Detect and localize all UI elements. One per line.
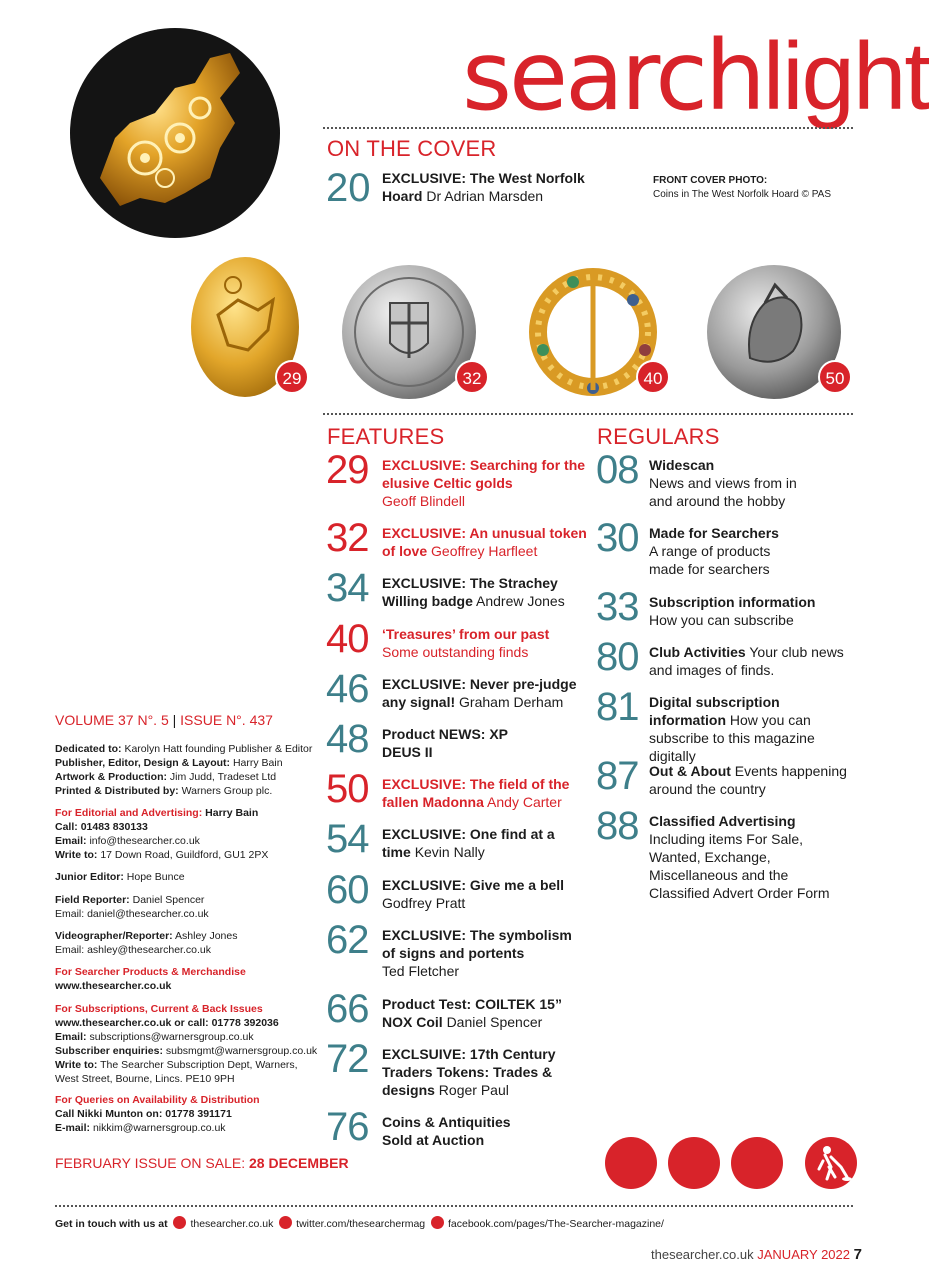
feature-author: Godfrey Pratt [382,895,466,911]
folio [651,1246,862,1264]
regular-description: Including items For Sale, Wanted, Exchange, Miscellaneous and the Classified Advert Order Form [649,831,830,901]
subs-write-label: Write to: [55,1059,98,1071]
feature-page-number: 32 [326,516,369,560]
on-the-cover-heading: ON THE COVER [327,136,497,161]
twitter-link[interactable]: twitter.com/thesearchermag [296,1218,426,1230]
subs-write-value-2: West Street, Bourne, Lincs. PE10 9PH [55,1073,235,1085]
subscriptions-block [55,1002,325,1086]
feature-page-number: 48 [326,717,369,761]
globe-icon [173,1216,186,1229]
regulars-heading: REGULARS [597,424,720,449]
regular-title: Subscription information [649,594,816,610]
subs-enq-label: Subscriber enquiries: [55,1045,163,1057]
field-reporter-block [55,893,209,921]
hero-gold-artifact-image [70,28,280,238]
feature-title: EXCLUSIVE: Give me a bell [382,877,565,893]
page-badge-32[interactable]: 32 [455,360,489,394]
subs-email-label: Email: [55,1031,87,1043]
dedicated-value: Karolyn Hatt founding Publisher & Editor [124,743,313,755]
feature-page-number: 66 [326,987,369,1031]
cover-story-author: Dr Adrian Marsden [426,188,544,204]
folio-site: thesearcher.co.uk [651,1247,754,1262]
folio-date: JANUARY 2022 [757,1247,850,1262]
feature-title: EXCLUSIVE: Never pre-judge any signal! [382,676,577,710]
get-in-touch-label: Get in touch with us at [55,1218,168,1230]
regular-description: Events happening around the country [649,763,847,797]
editorial-email-link[interactable]: info@thesearcher.co.uk [89,835,200,847]
masthead-part-search: search [462,20,763,132]
junior-label: Junior Editor: [55,871,124,883]
feature-page-number: 76 [326,1105,369,1149]
feature-author: Roger Paul [438,1082,509,1098]
photo-credit-caption: Coins in The West Norfolk Hoard © PAS [653,189,831,200]
regular-page-number: 81 [596,685,639,729]
decorative-dot [668,1137,720,1189]
feature-page-number: 50 [326,767,369,811]
field-value: Daniel Spencer [132,894,205,906]
footer-contact-bar [55,1216,664,1231]
gold-artifact-illustration [70,28,280,238]
printed-label: Printed & Distributed by: [55,785,179,797]
regular-page-number: 87 [596,754,639,798]
queries-email-label: E-mail: [55,1122,91,1134]
feature-author: Graham Derham [459,694,564,710]
feature-title: Product Test: COILTEK 15” NOX Coil [382,996,562,1030]
regular-title: Digital subscription information [649,694,780,728]
subs-write-value: The Searcher Subscription Dept, Warners, [100,1059,298,1071]
regular-description: Your club news and images of finds. [649,644,844,678]
artwork-label: Artwork & Production: [55,771,167,783]
feature-author: Andy Carter [487,794,562,810]
field-label: Field Reporter: [55,894,130,906]
subs-email-link[interactable]: subscriptions@warnersgroup.co.uk [89,1031,254,1043]
regular-description: A range of products made for searchers [649,543,771,577]
regular-description: How you can subscribe to this magazine digitally [649,712,815,764]
subs-line: www.thesearcher.co.uk or call: 01778 392036 [55,1017,279,1029]
detectorist-logo-icon [805,1137,857,1189]
regular-description: How you can subscribe [649,612,794,628]
regular-page-number: 88 [596,804,639,848]
subs-enq-link[interactable]: subsmgmt@warnersgroup.co.uk [165,1045,318,1057]
feature-title: EXCLUSIVE: An unusual token of love [382,525,587,559]
junior-value: Hope Bunce [126,871,185,883]
videographer-block [55,929,237,957]
feature-title: EXCLUSIVE: The field of the fallen Madonna [382,776,570,810]
cover-story-title: EXCLUSIVE: The West Norfolk Hoard [382,170,585,204]
regular-description: News and views from in and around the hobby [649,475,797,509]
queries-call: Call Nikki Munton on: 01778 391171 [55,1108,232,1120]
on-sale-line [55,1154,349,1172]
volume-number: VOLUME 37 N°. 5 [55,712,169,728]
page-badge-29[interactable]: 29 [275,360,309,394]
junior-editor-line [55,870,185,884]
on-sale-date: 28 DECEMBER [249,1155,349,1171]
feature-page-number: 46 [326,667,369,711]
write-label: Write to: [55,849,98,861]
divider-bottom [55,1205,853,1207]
decorative-dot [731,1137,783,1189]
cover-page-number: 20 [326,166,371,210]
subs-heading: For Subscriptions, Current & Back Issues [55,1003,263,1015]
queries-block [55,1093,260,1135]
regular-page-number: 80 [596,635,639,679]
front-cover-photo-credit [653,174,831,202]
regular-title: Club Activities [649,644,746,660]
feature-title: EXCLUSIVE: The symbolism of signs and portents [382,927,572,961]
feature-author: Kevin Nally [414,844,485,860]
feature-author: Andrew Jones [476,593,565,609]
feature-page-number: 54 [326,817,369,861]
write-value: 17 Down Road, Guildford, GU1 2PX [100,849,269,861]
publisher-value: Harry Bain [232,757,283,769]
field-email-link[interactable]: Email: daniel@thesearcher.co.uk [55,908,209,920]
photo-credit-label: FRONT COVER PHOTO: [653,175,768,186]
feature-page-number: 60 [326,868,369,912]
printed-value: Warners Group plc. [181,785,273,797]
facebook-icon [431,1216,444,1229]
feature-author: Daniel Spencer [446,1014,543,1030]
credits-block [55,742,320,798]
divider-top [323,127,853,129]
regular-page-number: 08 [596,448,639,492]
regular-title: Widescan [649,457,715,473]
feature-author: Geoff Blindell [382,493,466,509]
page-badge-40[interactable]: 40 [636,360,670,394]
editorial-contact-block [55,806,320,862]
feature-page-number: 29 [326,448,369,492]
facebook-link[interactable]: facebook.com/pages/The-Searcher-magazine/ [447,1218,664,1230]
queries-email-link[interactable]: nikkim@warnersgroup.co.uk [92,1122,226,1134]
feature-author: Ted Fletcher [382,963,460,979]
feature-page-number: 34 [326,566,369,610]
call-label: Call: [55,821,78,833]
feature-page-number: 40 [326,617,369,661]
feature-title: Product NEWS: XP DEUS II [382,726,508,760]
masthead-logo [462,20,929,132]
divider-middle [323,413,853,415]
volume-issue-line: VOLUME 37 N°. 5 | ISSUE N°. 437 [55,712,273,728]
products-block [55,965,246,993]
feature-title: EXCLUSIVE: Searching for the elusive Celtic golds [382,457,586,491]
regular-title: Classified Advertising [649,813,796,829]
email-label: Email: [55,835,87,847]
feature-author: Geoffrey Harfleet [431,543,538,559]
website-link[interactable]: thesearcher.co.uk [190,1218,274,1230]
regular-title: Made for Searchers [649,525,779,541]
feature-title: ‘Treasures’ from our past [382,626,550,642]
feature-title: EXCLUSIVE: The Strachey Willing badge [382,575,558,609]
dedicated-label: Dedicated to: [55,743,122,755]
folio-page-number: 7 [853,1246,862,1263]
feature-title: EXCLSUIVE: 17th Century Traders Tokens: Trades & designs [382,1046,556,1098]
products-url-link[interactable]: www.thesearcher.co.uk [55,980,172,992]
products-heading: For Searcher Products & Merchandise [55,966,246,978]
video-value: Ashley Jones [175,930,238,942]
feature-title: Coins & Antiquities Sold at Auction [382,1114,511,1148]
features-heading: FEATURES [327,424,445,449]
twitter-icon [279,1216,292,1229]
video-label: Videographer/Reporter: [55,930,173,942]
on-sale-label: FEBRUARY ISSUE ON SALE: [55,1155,246,1171]
cover-story[interactable] [382,169,602,205]
regular-title: Out & About [649,763,731,779]
decorative-dot [605,1137,657,1189]
call-value: 01483 830133 [80,821,148,833]
regular-page-number: 30 [596,516,639,560]
masthead-part-light: light [762,23,929,130]
issue-number: ISSUE N°. 437 [180,712,273,728]
page-badge-50[interactable]: 50 [818,360,852,394]
publisher-label: Publisher, Editor, Design & Layout: [55,757,231,769]
feature-page-number: 72 [326,1037,369,1081]
detectorist-icon [805,1137,857,1189]
artwork-value: Jim Judd, Tradeset Ltd [169,771,277,783]
editorial-value: Harry Bain [205,807,259,819]
feature-title: EXCLUSIVE: One find at a time [382,826,555,860]
video-email-link[interactable]: Email: ashley@thesearcher.co.uk [55,944,211,956]
editorial-label: For Editorial and Advertising: [55,807,203,819]
feature-author: Some outstanding finds [382,644,529,660]
queries-heading: For Queries on Availability & Distribution [55,1094,260,1106]
feature-page-number: 62 [326,918,369,962]
regular-page-number: 33 [596,585,639,629]
